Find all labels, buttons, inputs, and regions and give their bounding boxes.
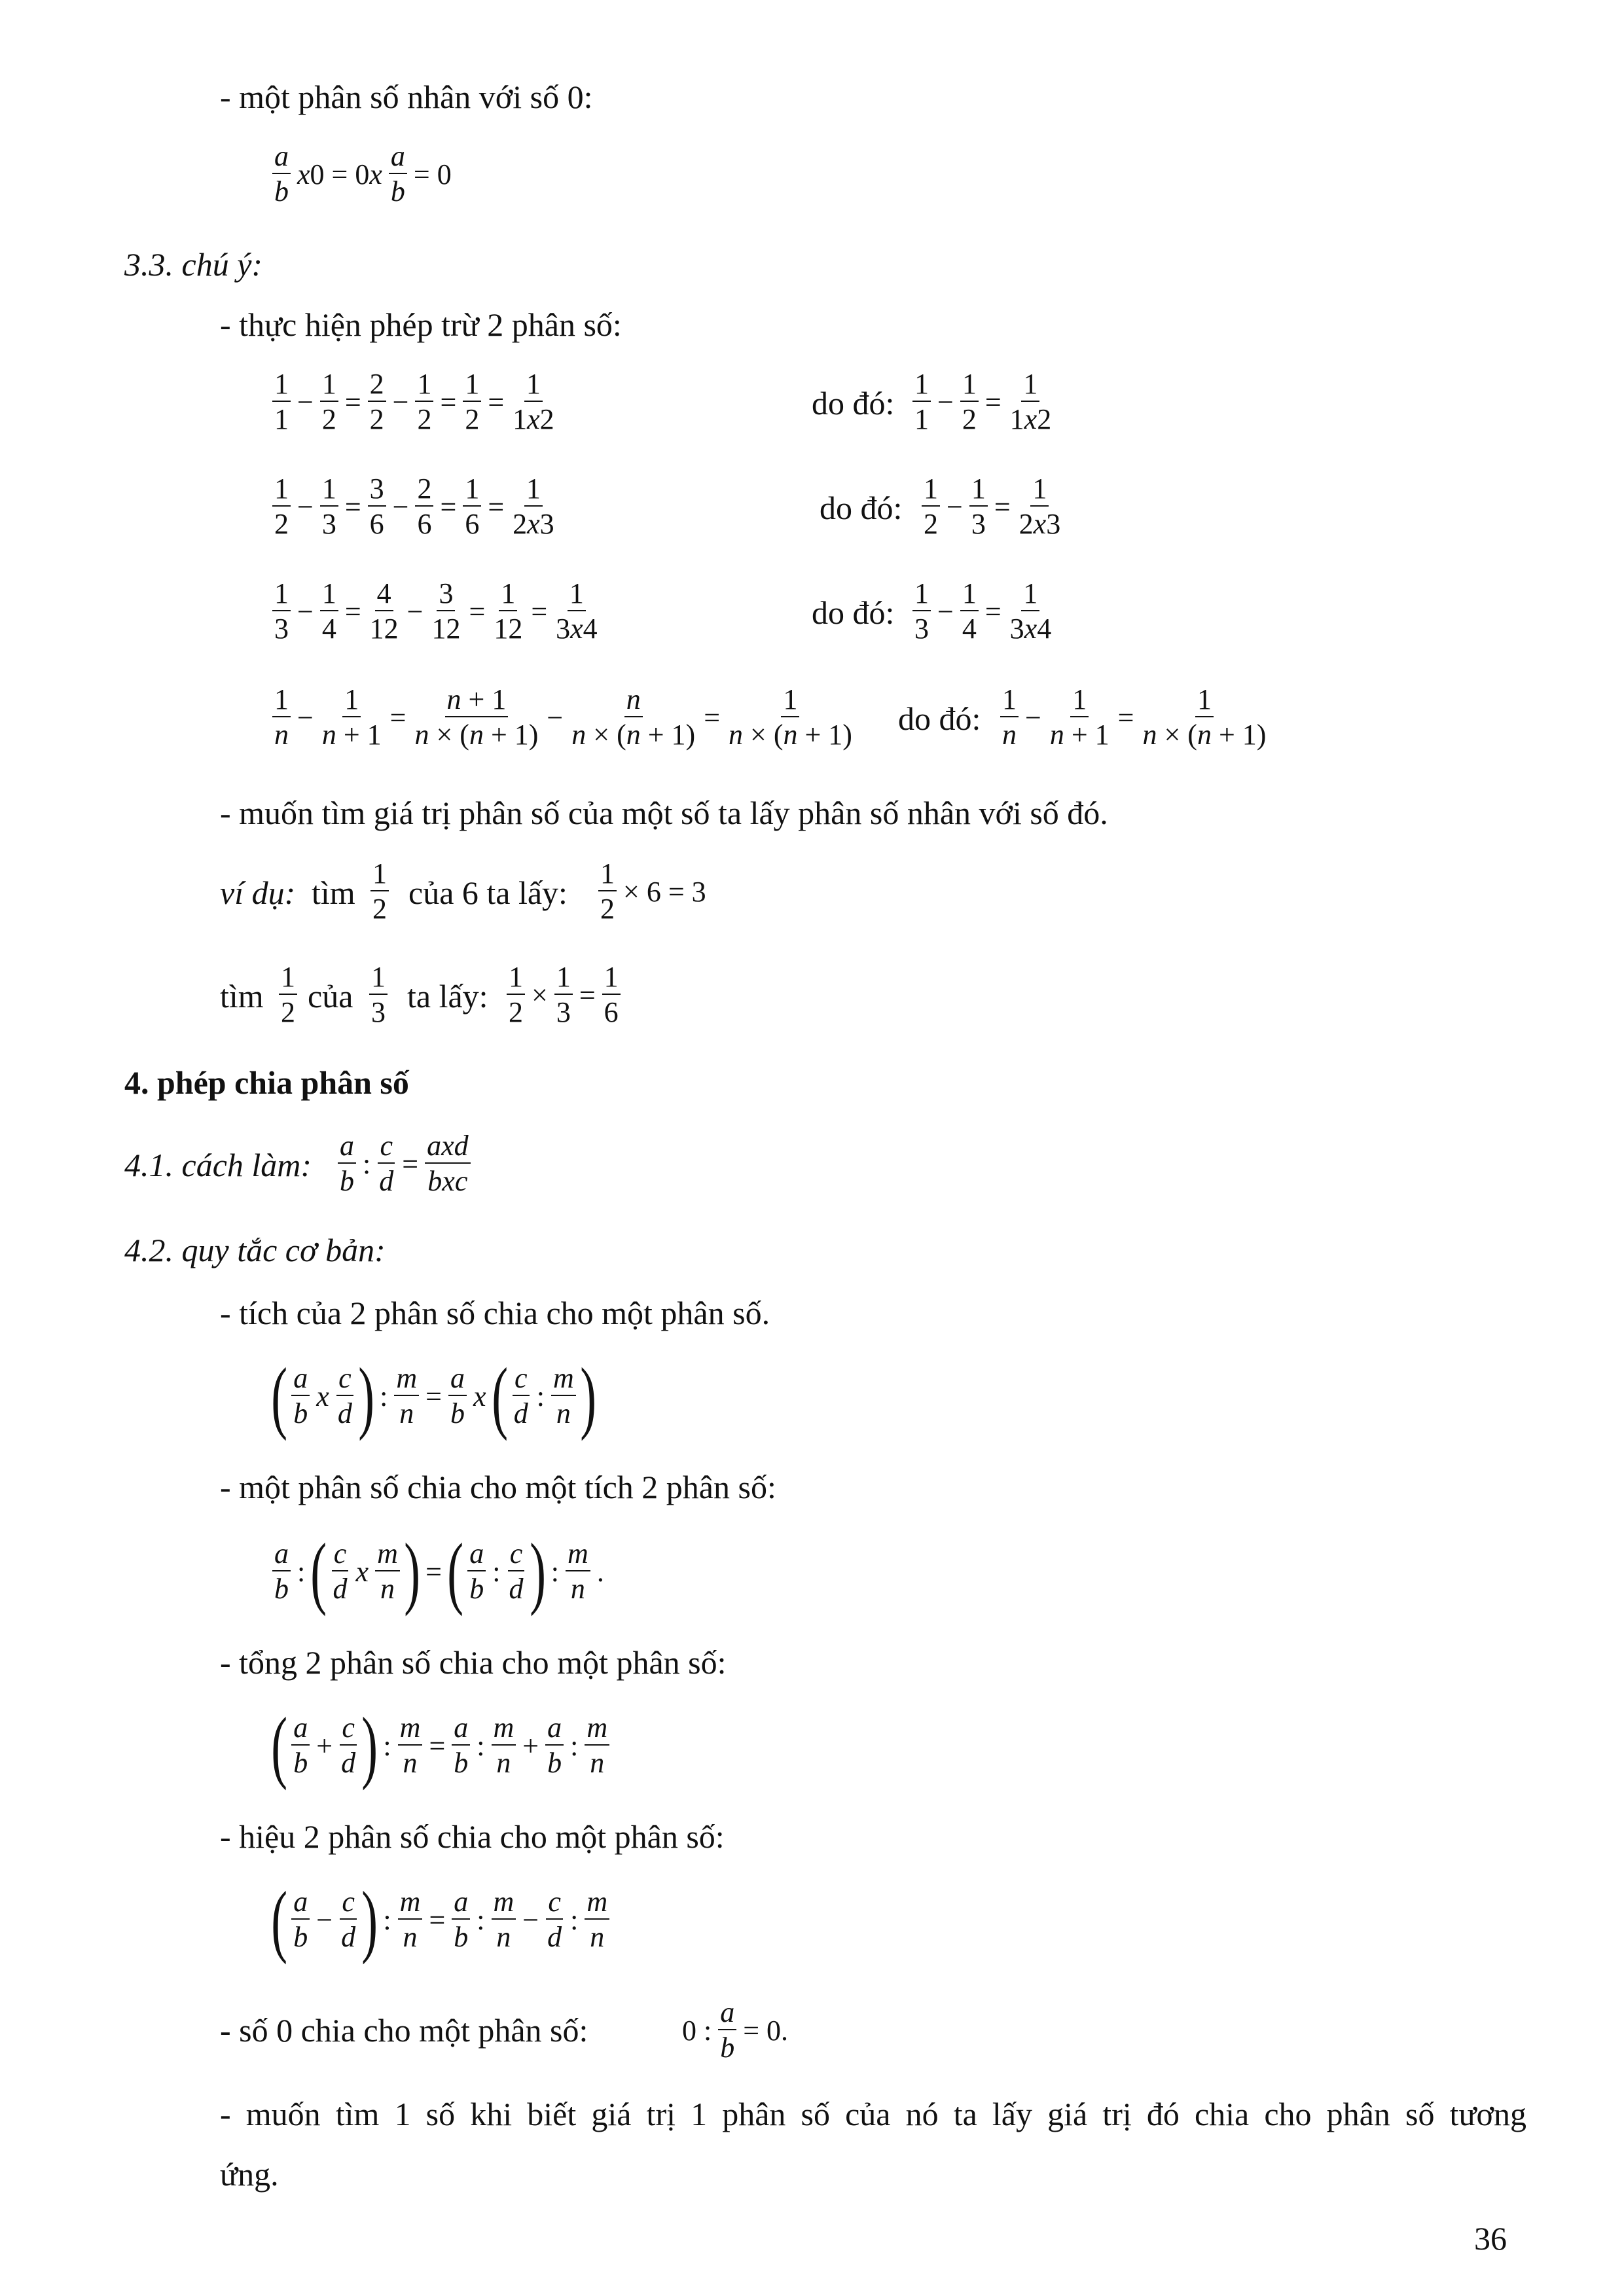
rule-zero-div: - số 0 chia cho một phân số: <box>220 2012 588 2049</box>
example2-cua: của <box>308 978 353 1014</box>
rule-find-number-line2: ứng. <box>220 2156 279 2193</box>
example-fraction-half: $\frac{1}{2}$ <box>368 857 391 927</box>
do-do-label-3: do đó: <box>812 594 895 631</box>
example2-ta-lay: ta lấy: <box>407 978 488 1014</box>
rule-div-product: - một phân số chia cho một tích 2 phân số: <box>220 1469 776 1505</box>
subtract-result-1: $\frac{1}{1}$ − $\frac{1}{2}$ = $\frac{1}{1x2}$ <box>910 368 1056 437</box>
formula-div-product: $\frac{a}{b}$ :( $\frac{c}{d}$ x $\frac{m}{n}$ ) =( $\frac{a}{b}$ : $\frac{c}{d}$ ) : $\frac{m}{n}$ . <box>270 1532 608 1613</box>
example-formula-1: $\frac{1}{2}$ × 6 = 3 <box>596 857 710 927</box>
bullet-value-of-fraction: - muốn tìm giá trị phân số của một số ta lấy phân số nhân với số đó. <box>220 795 1108 831</box>
rule-diff-div: - hiệu 2 phân số chia cho một phân số: <box>220 1818 725 1855</box>
example2-fraction-third: $\frac{1}{3}$ <box>367 961 390 1030</box>
formula-mult-zero: $\frac{a}{b}$ x0 = 0x $\frac{a}{b}$ = 0 <box>270 140 456 209</box>
formula-zero-div: 0 : $\frac{a}{b}$ = 0. <box>682 1996 789 2064</box>
rule-sum-div: - tổng 2 phân số chia cho một phân số: <box>220 1644 727 1681</box>
subtract-result-3: $\frac{1}{3}$ − $\frac{1}{4}$ = $\frac{1}{3x4}$ <box>910 577 1056 647</box>
subtract-result-general: $\frac{1}{n}$ − $\frac{1}{n + 1}$ = $\frac{1}{n \times (n + 1)}$ <box>998 683 1271 753</box>
do-do-label-4: do đó: <box>898 700 981 737</box>
rule-find-number-line1: - muốn tìm 1 số khi biết giá trị 1 phân số của nó ta lấy giá trị đó chia cho phân số tương <box>220 2096 1526 2132</box>
subtract-example-general: $\frac{1}{n}$ − $\frac{1}{n + 1}$ = $\frac{n + 1}{n \times (n + 1)}$ − $\frac{n}{n \times (n + 1)}$ = $\frac{1}{n \times (n + 1)}$ <box>270 683 857 753</box>
bullet-mult-zero: - một phân số nhân với số 0: <box>220 79 593 115</box>
division-method-formula: $\frac{a}{b}$ : $\frac{c}{d}$ = $\frac{\text{axd}}{\text{bxc}}$ <box>335 1130 473 1199</box>
subtract-result-2: $\frac{1}{2}$ − $\frac{1}{3}$ = $\frac{1}{2x3}$ <box>919 473 1065 542</box>
do-do-label-1: do đó: <box>812 385 895 422</box>
subtract-example-3: $\frac{1}{3}$ − $\frac{1}{4}$ = $\frac{4}{12}$ − $\frac{3}{12}$ = $\frac{1}{12}$ = $\frac{1}{3x4}$ <box>270 577 602 647</box>
section-4-2-heading: 4.2. quy tắc cơ bản: <box>124 1232 386 1268</box>
bullet-subtract: - thực hiện phép trừ 2 phân số: <box>220 306 622 343</box>
formula-product-div: ( $\frac{a}{b}$ x $\frac{c}{d}$ ) : $\frac{m}{n}$ = $\frac{a}{b}$ x( $\frac{c}{d}$ : $\frac{m}{n}$ ) <box>271 1352 596 1441</box>
formula-diff-div: ( $\frac{a}{b}$ − $\frac{c}{d}$ ) : $\frac{m}{n}$ = $\frac{a}{b}$ : $\frac{m}{n}$ − $\frac{c}{d}$ : $\frac{m}{n}$ <box>270 1880 612 1961</box>
subtract-example-1: $\frac{1}{1}$ − $\frac{1}{2}$ = $\frac{2}{2}$ − $\frac{1}{2}$ = $\frac{1}{2}$ = $\frac{1}{1x2}$ <box>270 368 559 437</box>
section-4-1-heading: 4.1. cách làm: <box>124 1147 312 1183</box>
rule-product-div: - tích của 2 phân số chia cho một phân số. <box>220 1295 770 1331</box>
do-do-label-2: do đó: <box>820 490 903 526</box>
example-tim: tìm <box>312 874 355 911</box>
example-cua6: của 6 ta lấy: <box>408 874 568 911</box>
example-label: ví dụ: <box>220 874 296 911</box>
subtract-example-2: $\frac{1}{2}$ − $\frac{1}{3}$ = $\frac{3}{6}$ − $\frac{2}{6}$ = $\frac{1}{6}$ = $\frac{1}{2x3}$ <box>270 473 559 542</box>
section-4-heading: 4. phép chia phân số <box>124 1064 409 1101</box>
page-number: 36 <box>1474 2220 1507 2257</box>
example2-formula: $\frac{1}{2}$ × $\frac{1}{3}$ = $\frac{1}{6}$ <box>504 961 623 1030</box>
example2-fraction-half: $\frac{1}{2}$ <box>276 961 300 1030</box>
example2-tim: tìm <box>220 978 264 1014</box>
formula-sum-div: ( $\frac{a}{b}$ + $\frac{c}{d}$ ) : $\frac{m}{n}$ = $\frac{a}{b}$ : $\frac{m}{n}$ + $\frac{a}{b}$ : $\frac{m}{n}$ <box>270 1706 612 1787</box>
section-3-3-heading: 3.3. chú ý: <box>124 246 263 283</box>
